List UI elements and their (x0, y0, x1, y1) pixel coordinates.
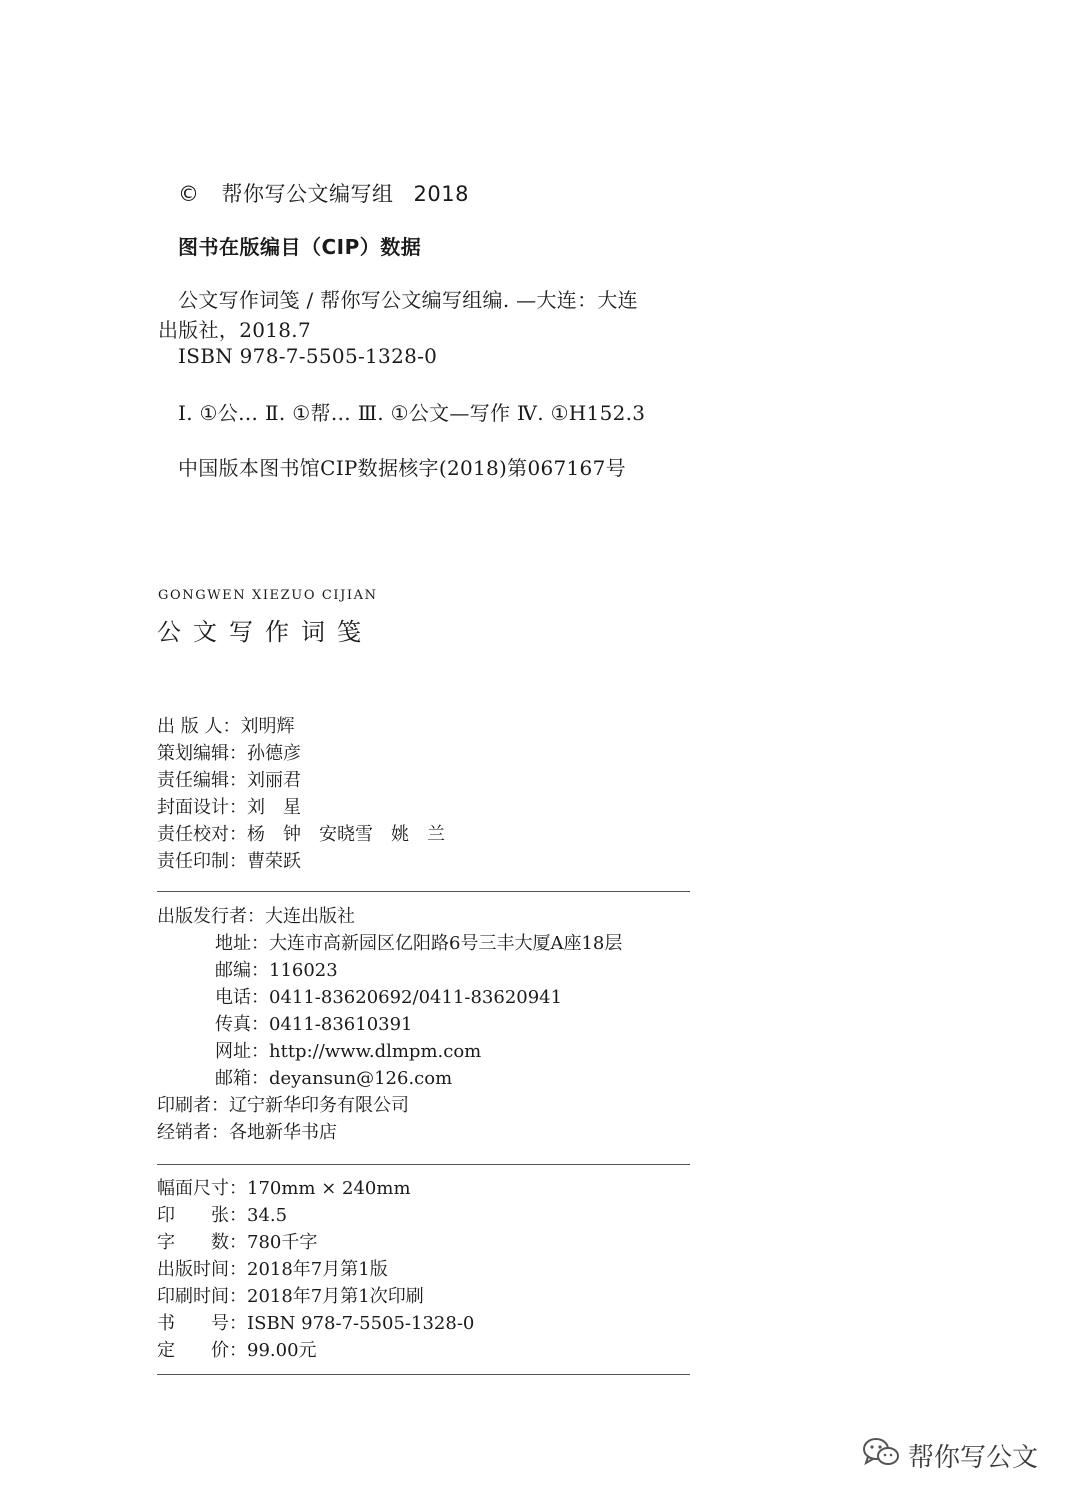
divider (157, 1164, 690, 1165)
copyright-year: 2018 (413, 182, 469, 206)
publisher-row (157, 903, 622, 930)
cip-line-2: 出版社，2018.7 (158, 318, 311, 342)
distributor-label: 经销者： (157, 1122, 229, 1143)
postcode-row (157, 957, 622, 984)
credit-label: 策划编辑： (157, 743, 247, 764)
credit-value: 曹荣跃 (247, 851, 301, 872)
postcode-value: 116023 (269, 960, 338, 981)
cip-line-1: 公文写作词笺 / 帮你写公文编写组编. —大连：大连 (178, 288, 638, 312)
email-row (157, 1065, 622, 1092)
words-value: 780千字 (247, 1232, 318, 1253)
watermark-text: 帮你写公文 (908, 1443, 1039, 1473)
credit-row (157, 794, 445, 821)
website-value: http://www.dlmpm.com (269, 1041, 482, 1062)
address-label: 地址： (215, 933, 269, 954)
sheets-value: 34.5 (247, 1205, 288, 1226)
credit-label: 责任编辑： (157, 770, 247, 791)
book-no-value: ISBN 978-7-5505-1328-0 (247, 1313, 475, 1334)
sheets-label: 印 张： (157, 1205, 247, 1226)
credits-list (157, 713, 445, 875)
format-label: 幅面尺寸： (157, 1178, 247, 1199)
publisher-label: 出版发行者： (157, 906, 265, 927)
credit-row (157, 848, 445, 875)
spec-row (157, 1337, 474, 1364)
postcode-label: 邮编： (215, 960, 269, 981)
copyright-line (178, 178, 469, 208)
email-value: deyansun@126.com (269, 1068, 453, 1089)
website-label: 网址： (215, 1041, 269, 1062)
credit-label: 责任校对： (157, 824, 247, 845)
credit-row (157, 767, 445, 794)
credit-value: 杨 钟 安晓雪 姚 兰 (247, 824, 445, 845)
spec-row (157, 1283, 474, 1310)
pub-date-label: 出版时间： (157, 1259, 247, 1280)
fax-value: 0411-83610391 (269, 1014, 413, 1035)
format-value: 170mm × 240mm (247, 1178, 411, 1199)
watermark (862, 1436, 1038, 1475)
price-value: 99.00元 (247, 1340, 317, 1361)
fax-label: 传真： (215, 1014, 269, 1035)
cip-heading: 图书在版编目（CIP）数据 (178, 235, 422, 259)
publisher-info (157, 903, 622, 1146)
spec-row (157, 1229, 474, 1256)
credit-label: 责任印制： (157, 851, 247, 872)
credit-row (157, 821, 445, 848)
printer-row (157, 1092, 622, 1119)
price-label: 定 价： (157, 1340, 247, 1361)
spec-row (157, 1310, 474, 1337)
phone-label: 电话： (215, 987, 269, 1008)
address-row (157, 930, 622, 957)
words-label: 字 数： (157, 1232, 247, 1253)
cip-isbn: ISBN 978-7-5505-1328-0 (178, 344, 438, 368)
pub-date-value: 2018年7月第1版 (247, 1259, 388, 1280)
specs-list (157, 1175, 474, 1364)
email-label: 邮箱： (215, 1068, 269, 1089)
cip-classification: Ⅰ. ①公… Ⅱ. ①帮… Ⅲ. ①公文—写作 Ⅳ. ①H152.3 (178, 401, 646, 425)
credit-value: 刘 星 (247, 797, 301, 818)
publisher-name: 大连出版社 (265, 906, 355, 927)
divider (157, 891, 690, 892)
wechat-icon (862, 1436, 900, 1475)
credit-value: 刘丽君 (247, 770, 301, 791)
spec-row (157, 1202, 474, 1229)
address-value: 大连市高新园区亿阳路6号三丰大厦A座18层 (269, 933, 623, 954)
spec-row (157, 1256, 474, 1283)
phone-row (157, 984, 622, 1011)
title-pinyin: GONGWEN XIEZUO CIJIAN (158, 588, 378, 603)
print-date-label: 印刷时间： (157, 1286, 247, 1307)
credit-row (157, 713, 445, 740)
copyright-holder: 帮你写公文编写组 (221, 182, 394, 206)
spec-row (157, 1175, 474, 1202)
credit-row (157, 740, 445, 767)
credit-value: 孙德彦 (247, 743, 301, 764)
distributor-value: 各地新华书店 (229, 1122, 337, 1143)
fax-row (157, 1011, 622, 1038)
title-chinese: 公文写作词笺 (157, 618, 373, 646)
book-no-label: 书 号： (157, 1313, 247, 1334)
print-date-value: 2018年7月第1次印刷 (247, 1286, 424, 1307)
credit-label: 封面设计： (157, 797, 247, 818)
copyright-symbol: © (178, 182, 200, 206)
phone-value: 0411-83620692/0411-83620941 (269, 987, 563, 1008)
credit-label: 出 版 人： (157, 716, 241, 737)
credit-value: 刘明辉 (240, 716, 295, 737)
cip-record: 中国版本图书馆CIP数据核字(2018)第067167号 (178, 456, 626, 480)
website-row (157, 1038, 622, 1065)
divider (157, 1374, 690, 1375)
printer-value: 辽宁新华印务有限公司 (229, 1095, 409, 1116)
distributor-row (157, 1119, 622, 1146)
printer-label: 印刷者： (157, 1095, 229, 1116)
